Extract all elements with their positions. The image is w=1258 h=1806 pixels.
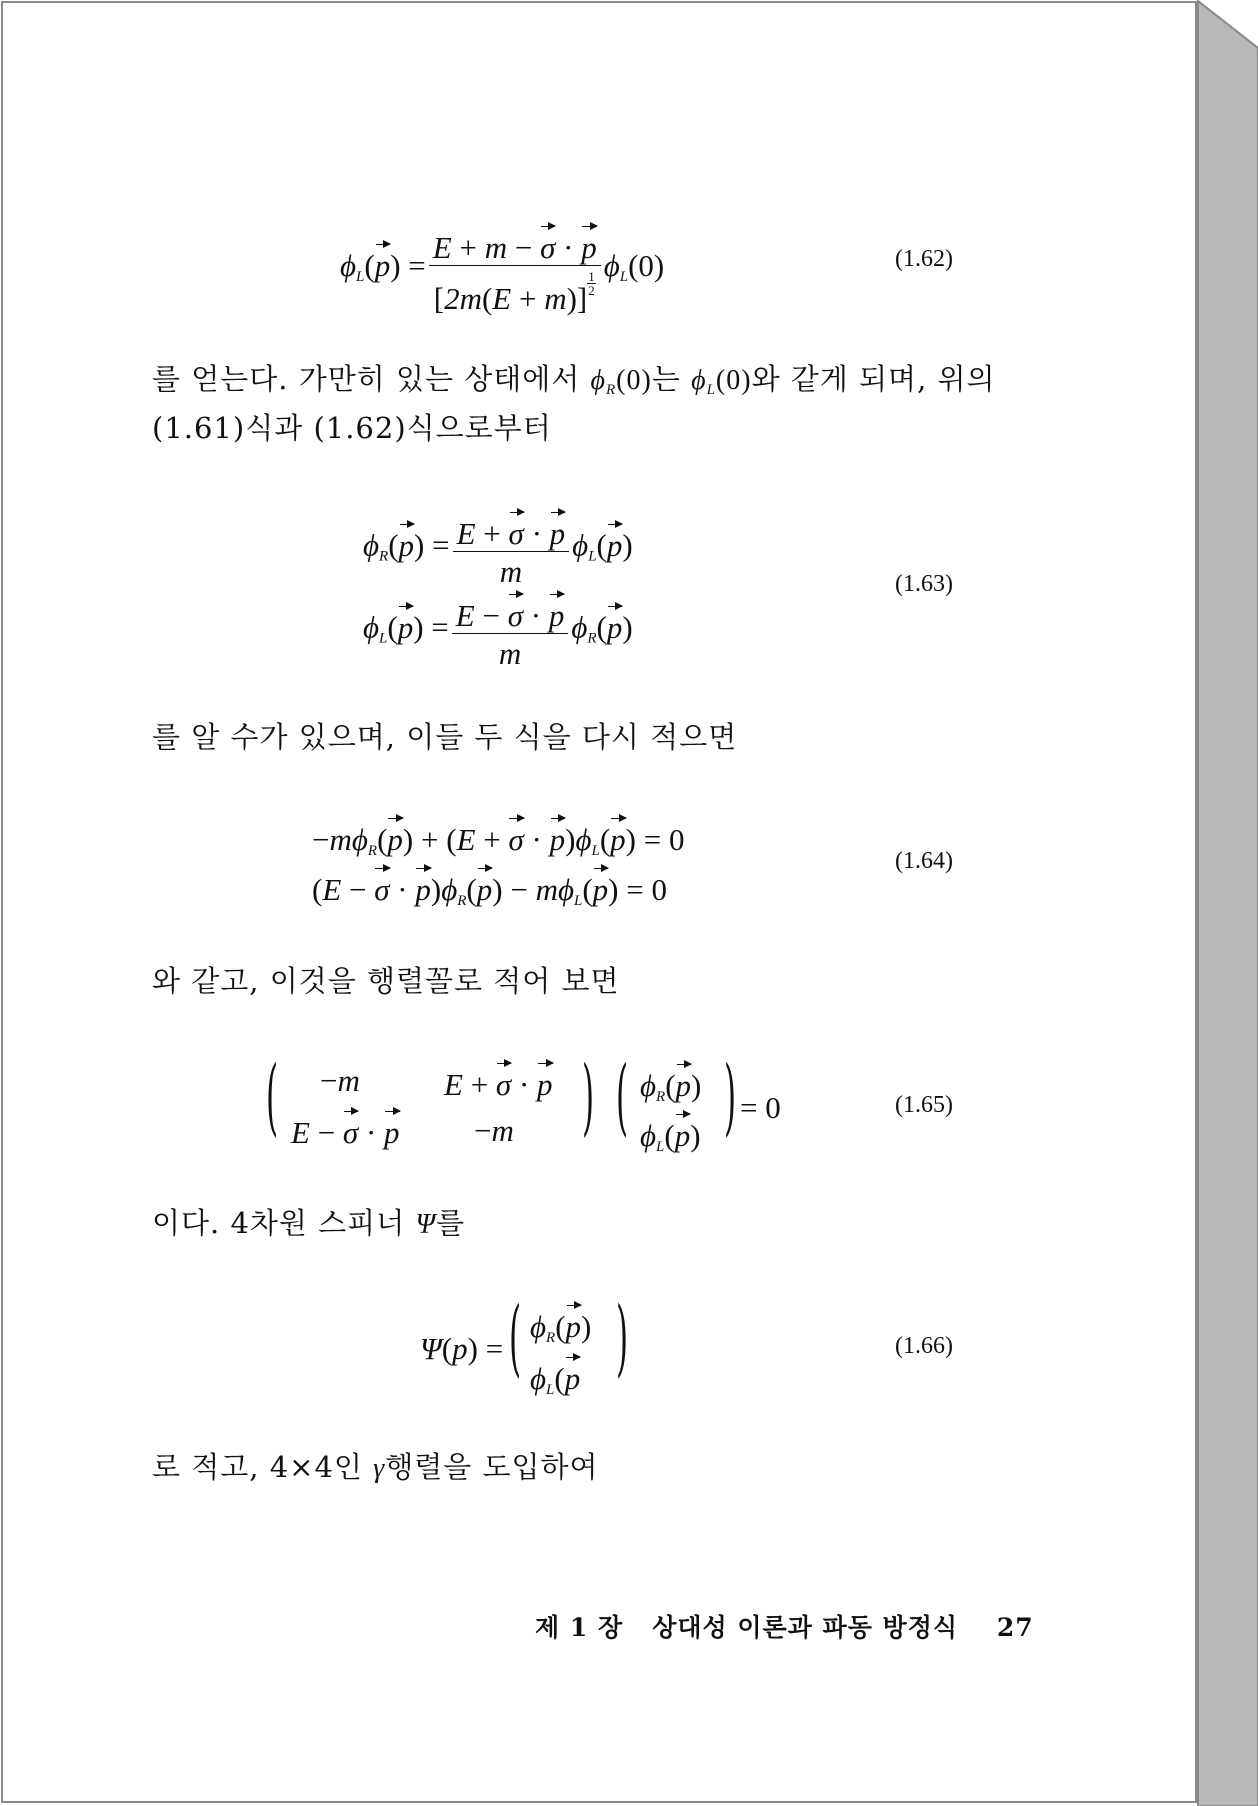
equation-1-64a: $-m\phi_R(p) + (E + \sigma \cdot p)\phi_L(p) = 0$ (312, 816, 684, 859)
equation-lhs: Ψ(p) = (420, 1331, 504, 1366)
vector-right-paren: ) (616, 1290, 629, 1388)
matrix-cell: E − σ · p (291, 1109, 400, 1148)
matrix-right-paren: ) (582, 1049, 595, 1147)
vector-left-paren: ( (616, 1049, 629, 1147)
inline-math: γ (373, 1453, 386, 1484)
vector-cell: $\phi_L(p$ (530, 1355, 580, 1398)
paragraph-line (152, 1206, 465, 1241)
paragraph-line: (1.61)식과 (1.62)식으로부터 (152, 411, 552, 445)
paragraph-line: 와 같고, 이것을 행렬꼴로 적어 보면 (152, 964, 620, 998)
paragraph-line (152, 362, 996, 398)
inline-math: $\phi_R(0)$ (590, 365, 652, 398)
running-footer (535, 1608, 1034, 1644)
paragraph-line: 를 알 수가 있으며, 이들 두 식을 다시 적으면 (152, 720, 738, 754)
equation-1-63b: $\phi_L(p)$ = $\frac{E - \sigma \cdot p}{m}$ $\phi_R(p)$ (363, 592, 633, 669)
equation-number: (1.63) (895, 571, 953, 597)
paragraph-text: 와 같게 되며, 위의 (751, 362, 996, 396)
equation-1-63a: $\phi_R(p)$ = $\frac{E + \sigma \cdot p}{m}$ $\phi_L(p)$ (363, 510, 633, 587)
footer-chapter: 제 1 장 (535, 1613, 624, 1642)
paragraph-text: 를 (436, 1206, 466, 1240)
equation-number: (1.66) (895, 1333, 953, 1359)
paragraph-line (152, 1450, 599, 1485)
matrix-cell: −m (474, 1113, 514, 1148)
equation-number: (1.64) (895, 848, 953, 874)
equation-number: (1.65) (895, 1092, 953, 1118)
equals-zero: = 0 (740, 1090, 781, 1125)
equation-1-64b: $(E - \sigma \cdot p)\phi_R(p) - m\phi_L(p) = 0$ (312, 866, 667, 909)
paragraph-text: 행렬을 도입하여 (385, 1450, 599, 1484)
inline-math: $\phi_L(0)$ (691, 365, 752, 398)
inline-math: Ψ (415, 1209, 437, 1240)
equation-1-62: $\phi_L(p)$ = E + m − σ · p [2m(E + m)] $\frac{1}{2}$ $\phi_L(0)$ (340, 224, 664, 314)
matrix-cell: E + σ · p (444, 1061, 553, 1100)
page-number: 27 (996, 1613, 1034, 1642)
vector-right-paren: ) (724, 1049, 737, 1147)
paragraph-text: 로 적고, 4×4인 (152, 1450, 363, 1484)
vector-cell: $\phi_L(p)$ (640, 1112, 701, 1155)
vector-left-paren: ( (509, 1290, 522, 1388)
equation-number: (1.62) (895, 246, 953, 272)
paragraph-text: 는 (651, 362, 681, 396)
paragraph-text: 를 얻는다. 가만히 있는 상태에서 (152, 362, 581, 396)
vector-cell: $\phi_R(p)$ (640, 1062, 701, 1105)
matrix-cell: −m (320, 1063, 360, 1098)
footer-title: 상대성 이론과 파동 방정식 (652, 1613, 958, 1642)
paragraph-text: 이다. 4차원 스피너 (152, 1206, 406, 1240)
vector-cell: $\phi_R(p)$ (530, 1303, 591, 1346)
matrix-left-paren: ( (266, 1049, 279, 1147)
